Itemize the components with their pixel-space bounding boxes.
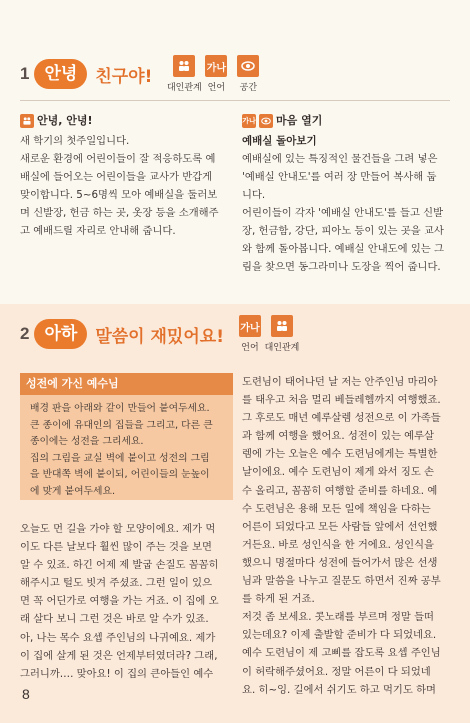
story-right-line-15: 있는데요? 이제 출발할 준비가 다 되었네요. <box>242 629 437 642</box>
note-line-6: 에 맞게 붙여두세요. <box>30 485 116 497</box>
section2-title: 말씀이 재밌어요! <box>95 326 224 347</box>
story-left-line-5: 면 꼭 어딘가로 여행을 가는 거죠. 이 집에 오 <box>20 595 219 608</box>
left-line-3: 배실에 들어오는 어린이들을 교사가 반갑게 <box>20 171 213 183</box>
story-left-line-4: 해주시고 털도 빗겨 주셨죠. 그런 일이 있으 <box>20 577 213 590</box>
note-line-2: 큰 종이에 유대인의 집들을 그리고, 다른 큰 <box>30 419 213 431</box>
note-line-1: 배경 판을 아래와 같이 만들어 붙여두세요. <box>30 403 210 414</box>
space-badge <box>232 55 264 93</box>
language-icon: 가나 <box>239 315 261 337</box>
story-left-line-8: 이 집에 살게 된 것은 언제부터였더라? 그래, <box>20 649 218 662</box>
section1-intelligence-icons <box>168 55 264 93</box>
story-right-line-7: 수 올리고, 꼼꼼히 여행할 준비를 하네요. 예 <box>242 484 438 497</box>
section1-title: 친구야! <box>95 66 153 87</box>
right-line-6: 와 함께 돌아봅니다. 예배실 안내도에 있는 그 <box>242 243 444 255</box>
right-column-heading <box>242 112 457 130</box>
left-line-2: 새로운 환경에 어린이들이 잘 적응하도록 예 <box>20 153 216 165</box>
section1-left-column <box>20 112 235 240</box>
right-line-2: '예배실 안내도'를 여러 장 만들어 복사해 둡 <box>242 171 437 183</box>
language-mini-icon: 가나 <box>242 114 256 128</box>
interpersonal-label: 대인관계 <box>166 83 202 93</box>
interpersonal-badge <box>266 315 298 353</box>
story-right-line-1: 도련님이 태어나던 날 저는 안주인님 마리아 <box>242 376 438 388</box>
interpersonal-icon <box>271 315 293 337</box>
story-left-line-3: 알 수 있죠. 하긴 어제 제 발굽 손질도 꼼꼼히 <box>20 559 219 572</box>
story-right-line-14: 저것 좀 보세요. 콧노래를 부르며 정말 들떠 <box>242 611 435 624</box>
right-line-5: 장, 헌금함, 강단, 피아노 등이 있는 곳을 교사 <box>242 225 444 237</box>
story-left-column <box>20 520 235 683</box>
story-right-line-12: 님과 말씀을 나누고 질문도 하면서 진짜 공부 <box>242 575 441 588</box>
right-line-4: 어린이들이 각자 '예배실 안내도'를 들고 신발 <box>242 207 444 219</box>
story-right-line-13: 를 하게 된 거죠. <box>242 593 315 606</box>
story-right-line-4: 과 함께 여행을 했어요. 성전이 있는 예루살 <box>242 430 435 443</box>
language-label: 언어 <box>207 83 226 93</box>
story-right-line-11: 했으니 명절마다 성전에 들어가서 많은 선생 <box>242 556 438 569</box>
section1-number: 1 <box>20 64 30 83</box>
section1-badge: 안녕 <box>34 59 87 89</box>
left-line-4: 맞이합니다. 5~6명씩 모아 예배실을 둘러보 <box>20 189 218 201</box>
right-line-1: 예배실에 있는 특징적인 물건들을 그려 넣은 <box>242 153 438 165</box>
left-heading-text: 안녕, 안녕! <box>37 114 93 127</box>
space-label: 공간 <box>239 83 258 93</box>
language-badge <box>234 315 266 353</box>
story-right-line-10: 거든요. 바로 성인식을 한 거에요. 성인식을 <box>242 538 435 551</box>
interpersonal-mini-icon <box>20 114 34 128</box>
story-right-line-2: 를 태우고 처음 멀리 베들레헴까지 여행했죠. <box>242 394 441 407</box>
page-number: 8 <box>22 686 30 702</box>
story-left-line-9: 그러니까…. 맞아요! 이 집의 큰아들인 예수 <box>20 667 214 680</box>
story-right-line-18: 요. 히~잉. 길에서 쉬기도 하고 먹기도 하며 <box>242 683 436 696</box>
note-line-5: 을 반대쪽 벽에 붙이되, 어린이들의 눈높이 <box>30 469 210 480</box>
language-icon: 가나 <box>205 55 227 77</box>
note-box-title: 성전에 가신 예수님 <box>20 373 233 395</box>
note-line-3: 종이에는 성전을 그리세요. <box>30 436 144 447</box>
interpersonal-label: 대인관계 <box>264 343 300 353</box>
section1-divider <box>20 100 450 101</box>
left-line-1: 새 학기의 첫주일입니다. <box>20 135 130 147</box>
language-badge <box>200 55 232 93</box>
right-heading-text: 마음 열기 <box>276 114 323 127</box>
story-left-line-6: 래 살다 보니 그런 것은 바로 알 수가 있죠. <box>20 613 209 626</box>
space-icon <box>237 55 259 77</box>
story-right-line-5: 렘에 가는 오늘은 예수 도련님에게는 특별한 <box>242 448 438 461</box>
right-subheading: 예배실 돌아보기 <box>242 135 317 147</box>
note-box <box>20 373 233 500</box>
story-left-line-1: 오늘도 먼 길을 가야 할 모양이에요. 제가 먹 <box>20 523 216 535</box>
interpersonal-badge <box>168 55 200 93</box>
left-line-5: 며 신발장, 헌금 하는 곳, 옷장 등을 소개해주 <box>20 207 219 219</box>
section2-header <box>20 315 298 353</box>
section2-number: 2 <box>20 324 30 343</box>
left-column-heading <box>20 112 235 130</box>
story-right-column <box>242 373 457 699</box>
language-label: 언어 <box>241 343 259 353</box>
story-left-line-7: 아, 나는 목수 요셉 주인님의 나귀예요. 제가 <box>20 631 216 644</box>
left-line-6: 고 예배드릴 자리로 안내해 줍니다. <box>20 225 176 237</box>
interpersonal-icon <box>173 55 195 77</box>
space-mini-icon <box>259 114 273 128</box>
story-right-line-3: 그 후로도 매년 예루살렘 성전으로 이 가족들 <box>242 412 441 425</box>
story-right-line-17: 이 허락해주셨어요. 정말 어른이 다 되었네 <box>242 665 431 678</box>
story-right-line-8: 수 도련님은 용해 모든 일에 책임을 다하는 <box>242 502 431 515</box>
story-left-line-2: 이도 다른 날보다 훨씬 많이 주는 것을 보면 <box>20 541 213 554</box>
section2-intelligence-icons <box>234 315 298 353</box>
section1-right-column <box>242 112 457 276</box>
story-right-line-6: 날이에요. 예수 도련님이 제게 와서 징도 손 <box>242 466 435 479</box>
right-line-3: 니다. <box>242 189 266 201</box>
note-box-body <box>20 395 233 504</box>
section2-badge: 아하 <box>34 319 87 349</box>
note-line-4: 집의 그림을 교실 벽에 붙이고 성전의 그림 <box>30 452 210 464</box>
right-line-7: 림을 찾으면 동그라미나 도장을 찍어 줍니다. <box>242 261 441 273</box>
story-right-line-9: 어른이 되었다고 모든 사람들 앞에서 선언했 <box>242 520 438 533</box>
section1-header <box>20 55 264 93</box>
story-right-line-16: 예수 도련님이 제 고삐를 잡도록 요셉 주인님 <box>242 647 441 660</box>
